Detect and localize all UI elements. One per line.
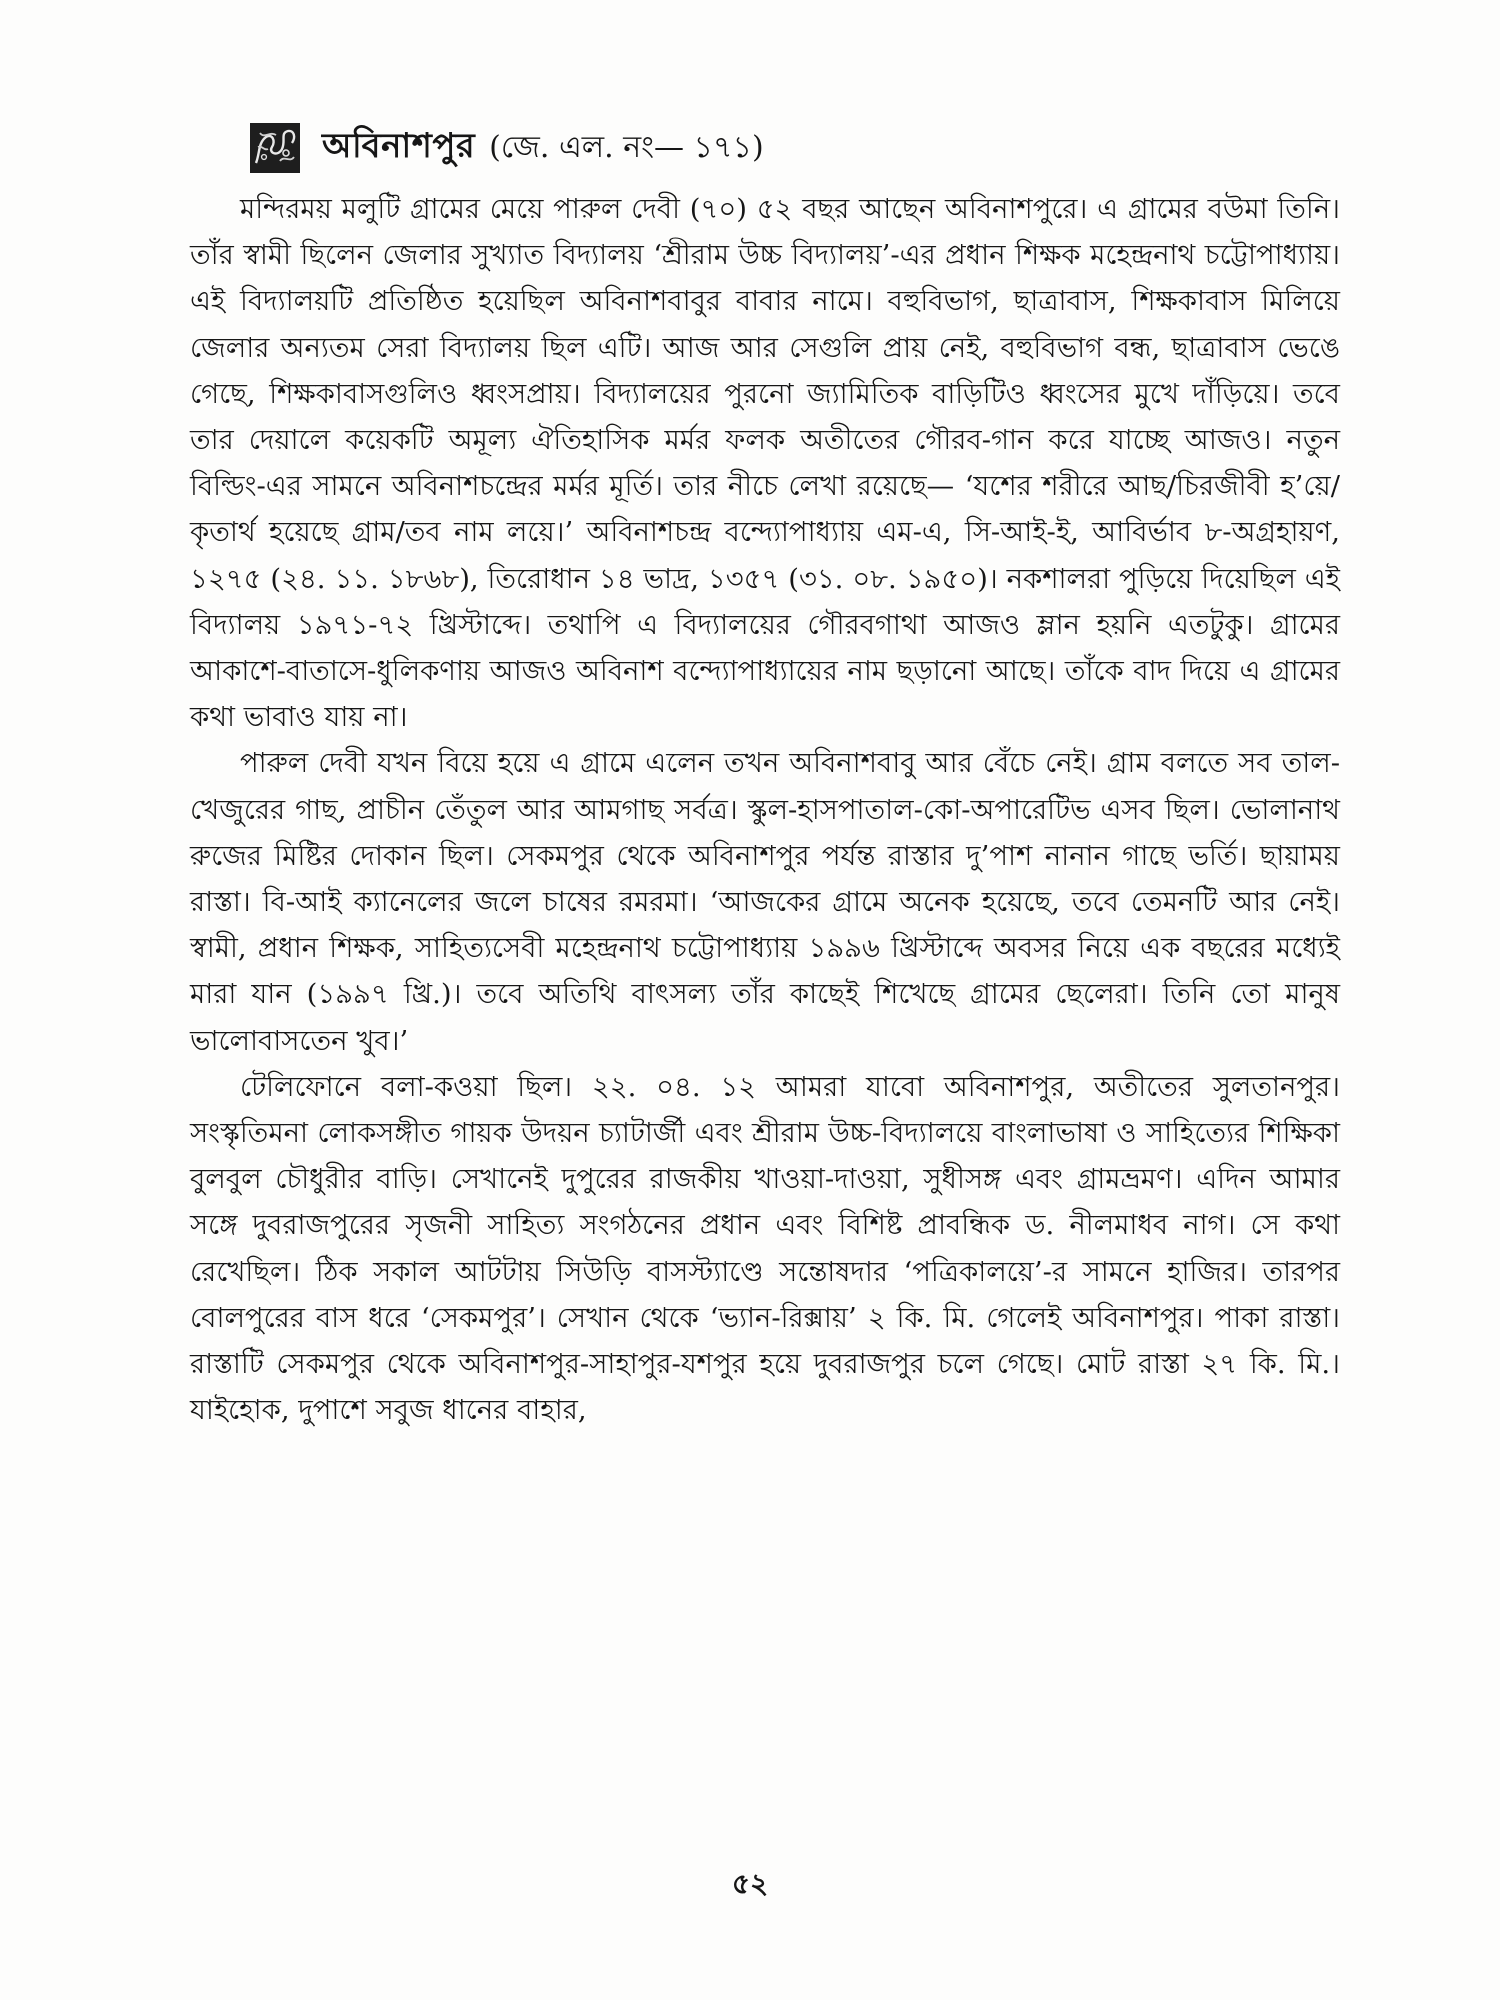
- ornamental-emblem-graphic: [250, 123, 300, 173]
- paragraph-2: পারুল দেবী যখন বিয়ে হয়ে এ গ্রামে এলেন তখন অবিনাশবাবু আর বেঁচে নেই। গ্রাম বলতে সব তাল-খেজুরের গাছ, প্রাচীন তেঁতুল আর আমগাছ সর্বত্র। স্কুল-হাসপাতাল-কো-অপারেটিভ এসব ছিল। ভোলানাথ রুজের মিষ্টির দোকান ছিল। সেকমপুর থেকে অবিনাশপুর পর্যন্ত রাস্তার দু’পাশ নানান গাছে ভর্তি। ছায়াময় রাস্তা। বি-আই ক্যানেলের জলে চাষের রমরমা। ‘আজকের গ্রামে অনেক হয়েছে, তবে তেমনটি আর নেই। স্বামী, প্রধান শিক্ষক, সাহিত্যসেবী মহেন্দ্রনাথ চট্টোপাধ্যায় ১৯৯৬ খ্রিস্টাব্দে অবসর নিয়ে এক বছরের মধ্যেই মারা যান (১৯৯৭ খ্রি.)। তবে অতিথি বাৎসল্য তাঁর কাছেই শিখেছে গ্রামের ছেলেরা। তিনি তো মানুষ ভালোবাসতেন খুব।’: [190, 747, 1340, 1057]
- ornamental-emblem-icon: [250, 123, 300, 173]
- jl-number: (জে. এল. নং— ১৭১): [489, 129, 764, 165]
- section-heading: [250, 118, 764, 178]
- paragraph-1: মন্দিরময় মলুটি গ্রামের মেয়ে পারুল দেবী (৭০) ৫২ বছর আছেন অবিনাশপুরে। এ গ্রামের বউমা তিনি। তাঁর স্বামী ছিলেন জেলার সুখ্যাত বিদ্যালয় ‘শ্রীরাম উচ্চ বিদ্যালয়’-এর প্রধান শিক্ষক মহেন্দ্রনাথ চট্টোপাধ্যায়। এই বিদ্যালয়টি প্রতিষ্ঠিত হয়েছিল অবিনাশবাবুর বাবার নামে। বহুবিভাগ, ছাত্রাবাস, শিক্ষকাবাস মিলিয়ে জেলার অন্যতম সেরা বিদ্যালয় ছিল এটি। আজ আর সেগুলি প্রায় নেই, বহুবিভাগ বন্ধ, ছাত্রাবাস ভেঙে গেছে, শিক্ষকাবাসগুলিও ধ্বংসপ্রায়। বিদ্যালয়ের পুরনো জ্যামিতিক বাড়িটিও ধ্বংসের মুখে দাঁড়িয়ে। তবে তার দেয়ালে কয়েকটি অমূল্য ঐতিহাসিক মর্মর ফলক অতীতের গৌরব-গান করে যাচ্ছে আজও। নতুন বিল্ডিং-এর সামনে অবিনাশচন্দ্রের মর্মর মূর্তি। তার নীচে লেখা রয়েছে— ‘যশের শরীরে আছ/চিরজীবী হ’য়ে/কৃতার্থ হয়েছে গ্রাম/তব নাম লয়ে।’ অবিনাশচন্দ্র বন্দ্যোপাধ্যায় এম-এ, সি-আই-ই, আবির্ভাব ৮-অগ্রহায়ণ, ১২৭৫ (২৪. ১১. ১৮৬৮), তিরোধান ১৪ ভাদ্র, ১৩৫৭ (৩১. ০৮. ১৯৫০)। নকশালরা পুড়িয়ে দিয়েছিল এই বিদ্যালয় ১৯৭১-৭২ খ্রিস্টাব্দে। তথাপি এ বিদ্যালয়ের গৌরবগাথা আজও ম্লান হয়নি এতটুকু। গ্রামের আকাশে-বাতাসে-ধুলিকণায় আজও অবিনাশ বন্দ্যোপাধ্যায়ের নাম ছড়ানো আছে। তাঁকে বাদ দিয়ে এ গ্রামের কথা ভাবাও যায় না।: [190, 193, 1340, 734]
- paragraph-3: টেলিফোনে বলা-কওয়া ছিল। ২২. ০৪. ১২ আমরা যাবো অবিনাশপুর, অতীতের সুলতানপুর। সংস্কৃতিমনা লোকসঙ্গীত গায়ক উদয়ন চ্যাটার্জী এবং শ্রীরাম উচ্চ-বিদ্যালয়ে বাংলাভাষা ও সাহিত্যের শিক্ষিকা বুলবুল চৌধুরীর বাড়ি। সেখানেই দুপুরের রাজকীয় খাওয়া-দাওয়া, সুধীসঙ্গ এবং গ্রামভ্রমণ। এদিন আমার সঙ্গে দুবরাজপুরের সৃজনী সাহিত্য সংগঠনের প্রধান এবং বিশিষ্ট প্রাবন্ধিক ড. নীলমাধব নাগ। সে কথা রেখেছিল। ঠিক সকাল আটটায় সিউড়ি বাসস্ট্যাণ্ডে সন্তোষদার ‘পত্রিকালয়ে’-র সামনে হাজির। তারপর বোলপুরের বাস ধরে ‘সেকমপুর’। সেখান থেকে ‘ভ্যান-রিক্সায়’ ২ কি. মি. গেলেই অবিনাশপুর। পাকা রাস্তা। রাস্তাটি সেকমপুর থেকে অবিনাশপুর-সাহাপুর-যশপুর হয়ে দুবরাজপুর চলে গেছে। মোট রাস্তা ২৭ কি. মি.। যাইহোক, দুপাশে সবুজ ধানের বাহার,: [190, 1070, 1340, 1427]
- page-number: ৫২: [731, 1867, 769, 1900]
- body-text: [190, 186, 1340, 1433]
- section-title: অবিনাশপুর: [322, 125, 476, 166]
